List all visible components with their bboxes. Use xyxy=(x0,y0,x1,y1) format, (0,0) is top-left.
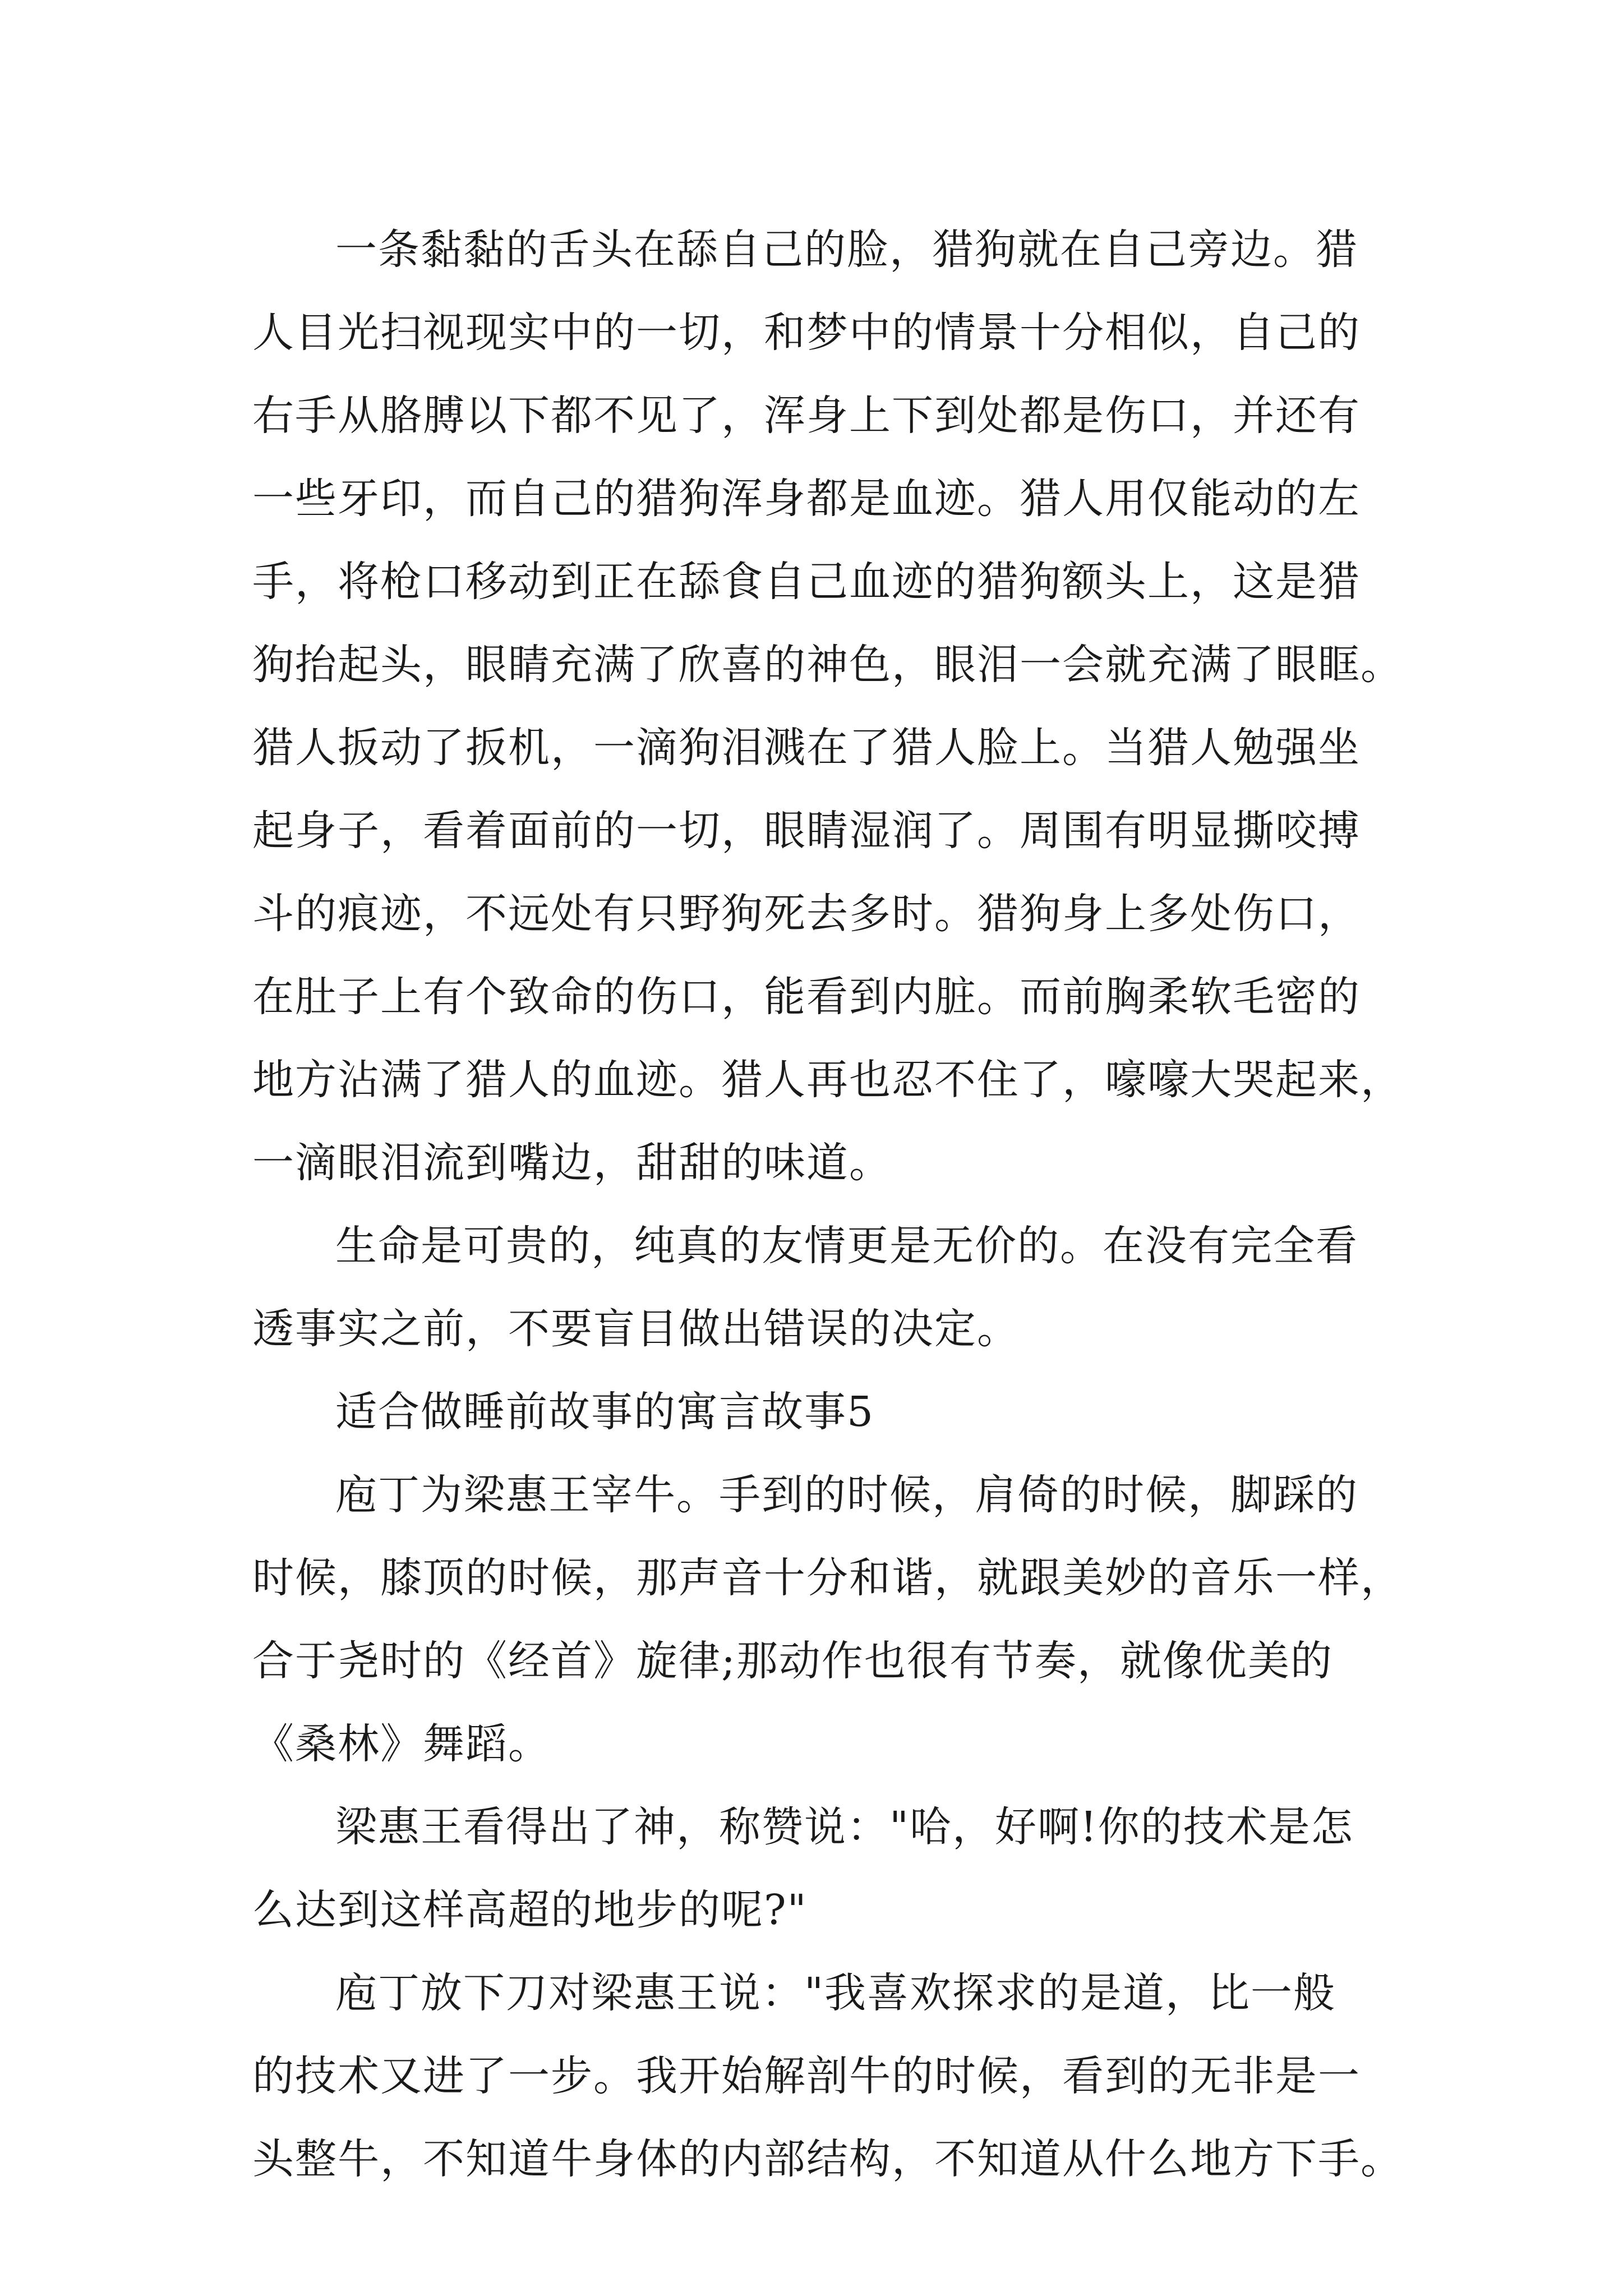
text-line: 庖丁为梁惠王宰牛。手到的时候，肩倚的时候，脚踩的 xyxy=(335,1471,1358,1519)
text-line: 头整牛，不知道牛身体的内部结构，不知道从什么地方下手。 xyxy=(252,2135,1403,2183)
text-line: 一条黏黏的舌头在舔自己的脸，猎狗就在自己旁边。猎 xyxy=(335,226,1358,274)
text-line: 《桑林》舞蹈。 xyxy=(252,1720,551,1768)
text-line: 合于尧时的《经首》旋律;那动作也很有节奏，就像优美的 xyxy=(252,1637,1333,1685)
text-line: 手，将枪口移动到正在舔食自己血迹的猎狗额头上，这是猎 xyxy=(252,558,1361,606)
text-line: 一滴眼泪流到嘴边，甜甜的味道。 xyxy=(252,1139,892,1187)
text-line: 斗的痕迹，不远处有只野狗死去多时。猎狗身上多处伤口， xyxy=(252,890,1361,938)
text-line: 的技术又进了一步。我开始解剖牛的时候，看到的无非是一 xyxy=(252,2052,1361,2100)
text-line: 时候，膝顶的时候，那声音十分和谐，就跟美妙的音乐一样， xyxy=(252,1554,1403,1602)
text-line: 庖丁放下刀对梁惠王说："我喜欢探求的是道，比一般 xyxy=(335,1969,1336,2017)
text-line: 地方沾满了猎人的血迹。猎人再也忍不住了，嚎嚎大哭起来， xyxy=(252,1056,1403,1104)
section-heading: 适合做睡前故事的寓言故事5 xyxy=(335,1388,875,1436)
text-line: 右手从胳膊以下都不见了，浑身上下到处都是伤口，并还有 xyxy=(252,392,1361,440)
text-line: 生命是可贵的，纯真的友情更是无价的。在没有完全看 xyxy=(335,1222,1358,1270)
text-line: 梁惠王看得出了神，称赞说："哈，好啊!你的技术是怎 xyxy=(335,1803,1354,1851)
text-line: 猎人扳动了扳机，一滴狗泪溅在了猎人脸上。当猎人勉强坐 xyxy=(252,724,1361,772)
text-line: 狗抬起头，眼睛充满了欣喜的神色，眼泪一会就充满了眼眶。 xyxy=(252,641,1403,689)
text-line: 人目光扫视现实中的一切，和梦中的情景十分相似，自己的 xyxy=(252,309,1361,357)
text-line: 起身子，看着面前的一切，眼睛湿润了。周围有明显撕咬搏 xyxy=(252,807,1361,855)
text-line: 一些牙印，而自己的猎狗浑身都是血迹。猎人用仅能动的左 xyxy=(252,475,1361,523)
text-line: 么达到这样高超的地步的呢?" xyxy=(252,1886,808,1934)
text-line: 在肚子上有个致命的伤口，能看到内脏。而前胸柔软毛密的 xyxy=(252,973,1361,1021)
body-text xyxy=(252,208,1402,2201)
text-line: 透事实之前，不要盲目做出错误的决定。 xyxy=(252,1305,1020,1353)
